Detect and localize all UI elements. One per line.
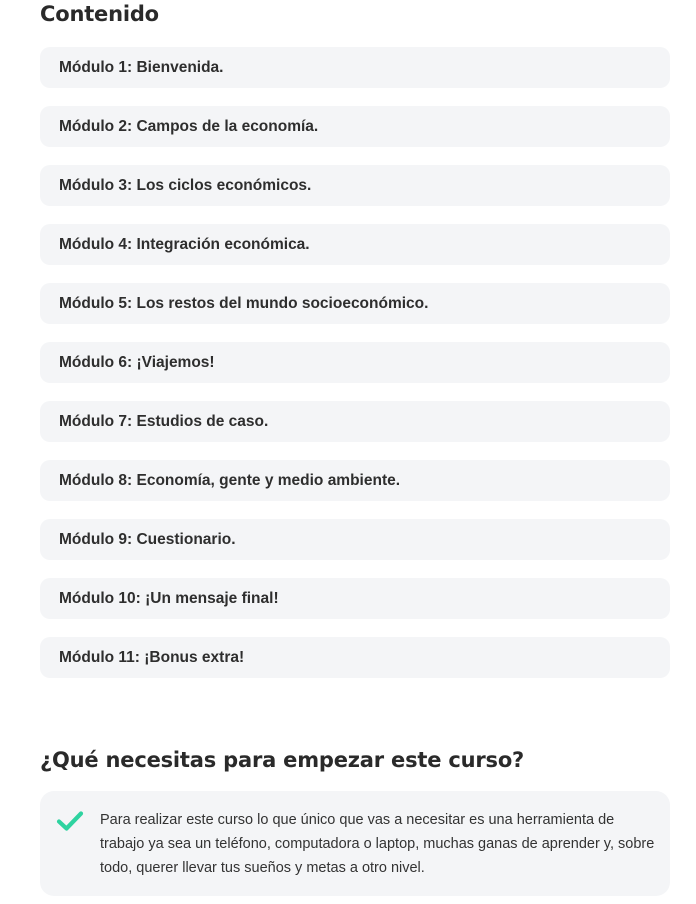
module-item-4[interactable]	[40, 224, 670, 265]
module-item-1[interactable]	[40, 47, 670, 88]
module-label: Módulo 5: Los restos del mundo socioeconómico.	[59, 294, 429, 312]
module-label: Módulo 2: Campos de la economía.	[59, 117, 319, 135]
module-label: Módulo 3: Los ciclos económicos.	[59, 176, 312, 194]
module-item-3[interactable]	[40, 165, 670, 206]
module-item-9[interactable]	[40, 519, 670, 560]
module-label: Módulo 9: Cuestionario.	[59, 530, 236, 548]
module-label: Módulo 1: Bienvenida.	[59, 58, 224, 76]
requirements-text: Para realizar este curso lo que único que vas a necesitar es una herramienta de trabajo ya sea un teléfono, computadora o laptop, muchas ganas de aprender y, sobre todo, querer llevar tus sueños y metas a otro nivel.	[100, 812, 655, 876]
module-label: Módulo 4: Integración económica.	[59, 235, 310, 253]
module-item-11[interactable]	[40, 637, 670, 678]
module-label: Módulo 8: Economía, gente y medio ambiente.	[59, 471, 401, 489]
module-label: Módulo 6: ¡Viajemos!	[59, 353, 215, 371]
requirements-box	[40, 791, 670, 896]
content-title: Contenido	[40, 2, 159, 26]
module-list	[40, 47, 670, 696]
module-label: Módulo 11: ¡Bonus extra!	[59, 648, 245, 666]
check-icon	[56, 810, 84, 832]
module-item-10[interactable]	[40, 578, 670, 619]
module-item-6[interactable]	[40, 342, 670, 383]
module-label: Módulo 10: ¡Un mensaje final!	[59, 589, 279, 607]
module-item-2[interactable]	[40, 106, 670, 147]
module-item-5[interactable]	[40, 283, 670, 324]
module-item-8[interactable]	[40, 460, 670, 501]
requirements-title: ¿Qué necesitas para empezar este curso?	[40, 748, 525, 772]
module-label: Módulo 7: Estudios de caso.	[59, 412, 269, 430]
module-item-7[interactable]	[40, 401, 670, 442]
